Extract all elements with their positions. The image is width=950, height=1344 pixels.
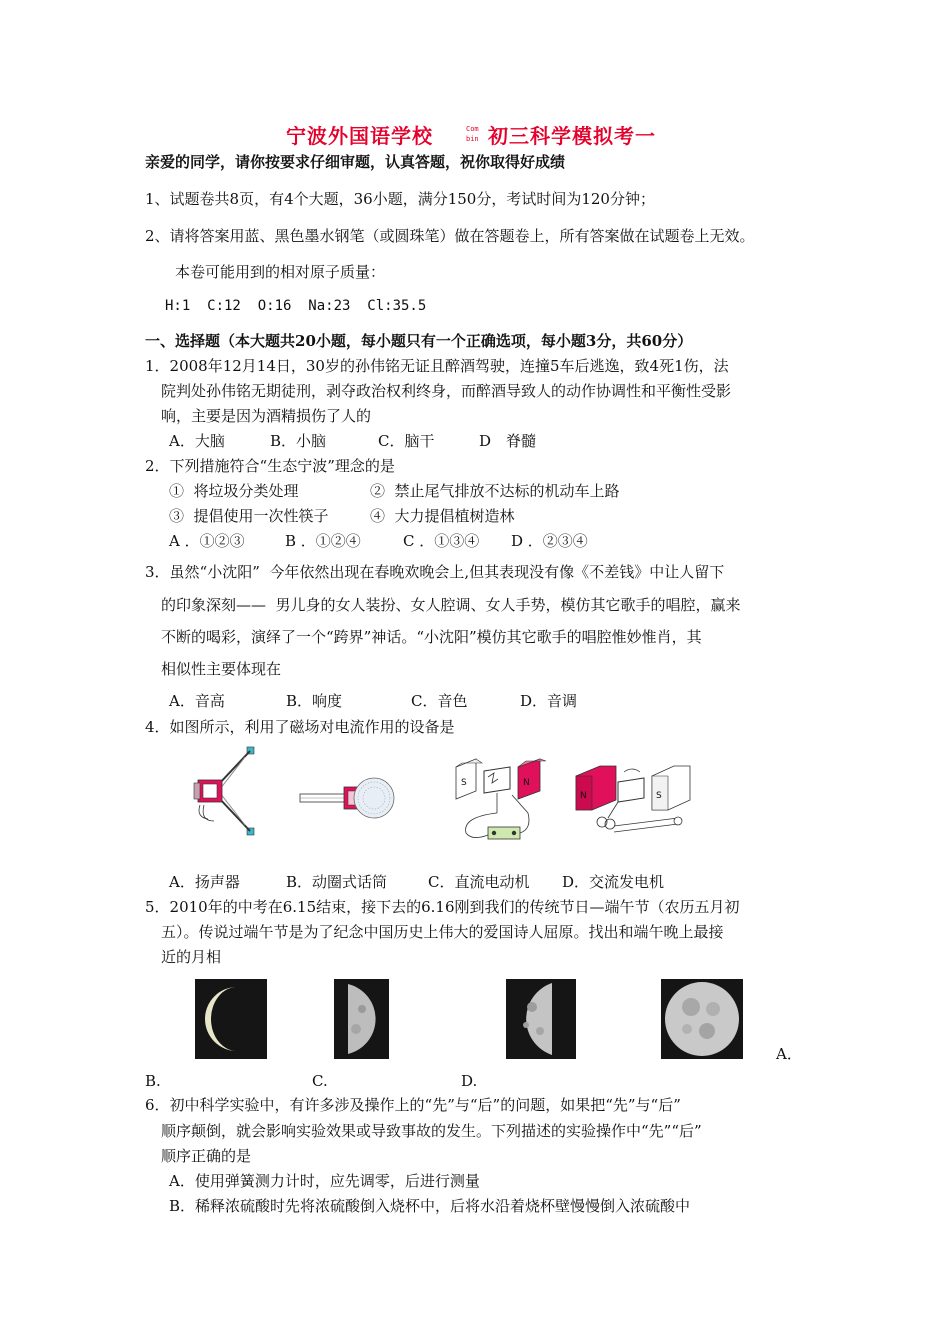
q2-item-1: ① 将垃圾分类处理: [169, 482, 299, 500]
q1-line-1: 1．2008年12月14日，30岁的孙伟铭无证且醉酒驾驶，连撞5车后逃逸，致4死1伤，法: [145, 357, 729, 375]
moon-crescent-image: [195, 979, 267, 1059]
q3-line-3: 不断的喝彩，演绎了一个“跨界”神话。“小沈阳”模仿其它歌手的唱腔惟妙惟肖，其: [161, 628, 702, 646]
motor-magnet-s-label: S: [461, 778, 467, 788]
q1-option-b: B．小脑: [270, 432, 327, 450]
motor-magnet-n-label: N: [523, 778, 530, 788]
q3-option-b: B．响度: [286, 692, 343, 710]
q1-option-c: C．脑干: [378, 432, 435, 450]
q4-option-d: D．交流发电机: [562, 873, 665, 891]
exam-title: 初三科学模拟考一: [488, 124, 656, 148]
q1-line-2: 院判处孙伟铭无期徒刑，剥夺政治权利终身，而醉酒导致人的动作协调性和平衡性受影: [161, 382, 732, 400]
q2-option-d: D ．②③④: [511, 532, 588, 550]
dc-motor-figure: [452, 755, 552, 847]
q4-option-a: A．扬声器: [169, 873, 240, 891]
section-heading: 一、选择题（本大题共20小题，每小题只有一个正确选项，每小题3分，共60分）: [145, 332, 693, 350]
q4-option-c: C．直流电动机: [428, 873, 530, 891]
q5-line-1: 5．2010年的中考在6.15结束，接下去的6.16刚到我们的传统节日—端午节（农历五月初: [145, 898, 740, 916]
q5-label-a: A．: [776, 1045, 802, 1063]
q3-line-2: 的印象深刻—— 男儿身的女人装扮、女人腔调、女人手势，模仿其它歌手的唱腔，赢来: [161, 596, 741, 614]
q5-line-3: 近的月相: [161, 948, 222, 966]
q3-option-d: D．音调: [520, 692, 578, 710]
greeting: 亲爱的同学，请你按要求仔细审题，认真答题，祝你取得好成绩: [145, 153, 566, 171]
q5-line-2: 五）。传说过端午节是为了纪念中国历史上伟大的爱国诗人屈原。找出和端午晚上最接: [161, 923, 724, 941]
q1-option-d: D 脊髓: [479, 432, 537, 450]
moon-full-image: [661, 979, 743, 1059]
school-name: 宁波外国语学校: [286, 124, 433, 148]
q6-option-a: A．使用弹簧测力计时，应先调零，后进行测量: [169, 1172, 480, 1190]
q3-line-1: 3．虽然“小沈阳” 今年依然出现在春晚欢晚会上,但其表现没有像《不差钱》中让人留下: [145, 563, 725, 581]
q6-line-1: 6．初中科学实验中，有许多涉及操作上的“先”与“后”的问题，如果把“先”与“后”: [145, 1096, 681, 1114]
q2-item-2: ② 禁止尾气排放不达标的机动车上路: [370, 482, 620, 500]
moon-last-quarter-image: [506, 979, 576, 1059]
q2-stem: 2．下列措施符合“生态宁波”理念的是: [145, 457, 395, 475]
q5-label-c: C.: [312, 1072, 328, 1090]
note-2: 2、请将答案用蓝、黑色墨水钢笔（或圆珠笔）做在答题卷上，所有答案做在试题卷上无效。: [145, 227, 755, 245]
q2-option-a: A ．①②③: [169, 532, 245, 550]
atomic-mass-label: 本卷可能用到的相对原子质量：: [175, 263, 386, 281]
q3-line-4: 相似性主要体现在: [161, 660, 282, 678]
q6-line-2: 顺序颠倒，就会影响实验效果或导致事故的发生。下列描述的实验操作中“先”“后”: [161, 1122, 702, 1140]
q2-option-b: B ．①②④: [285, 532, 361, 550]
q2-option-c: C ．①③④: [403, 532, 480, 550]
q6-option-b: B．稀释浓硫酸时先将浓硫酸倒入烧杯中，后将水沿着烧杯壁慢慢倒入浓硫酸中: [169, 1197, 691, 1215]
q3-option-a: A．音高: [169, 692, 225, 710]
q5-label-d: D.: [461, 1072, 478, 1090]
microphone-figure: [298, 775, 398, 825]
atomic-mass-values: H:1 C:12 O:16 Na:23 Cl:35.5: [165, 298, 427, 314]
moon-first-quarter-image: [334, 979, 389, 1059]
q1-option-a: A．大脑: [169, 432, 225, 450]
watermark-tag-bottom: bin: [466, 135, 479, 143]
q2-item-3: ③ 提倡使用一次性筷子: [169, 507, 329, 525]
watermark-tag-top: Com: [466, 125, 479, 133]
generator-magnet-n-label: N: [580, 791, 587, 801]
q6-line-3: 顺序正确的是: [161, 1147, 252, 1165]
ac-generator-figure: [574, 760, 694, 840]
generator-magnet-s-label: S: [656, 791, 662, 801]
q5-label-b: B.: [145, 1072, 161, 1090]
q1-line-3: 响，主要是因为酒精损伤了人的: [161, 407, 372, 425]
q3-option-c: C．音色: [411, 692, 468, 710]
loudspeaker-figure: [190, 745, 265, 840]
note-1: 1、试题卷共8页，有4个大题，36小题，满分150分，考试时间为120分钟；: [145, 190, 655, 208]
q2-item-4: ④ 大力提倡植树造林: [370, 507, 515, 525]
q4-stem: 4．如图所示，利用了磁场对电流作用的设备是: [145, 718, 455, 736]
q4-option-b: B．动圈式话筒: [286, 873, 388, 891]
